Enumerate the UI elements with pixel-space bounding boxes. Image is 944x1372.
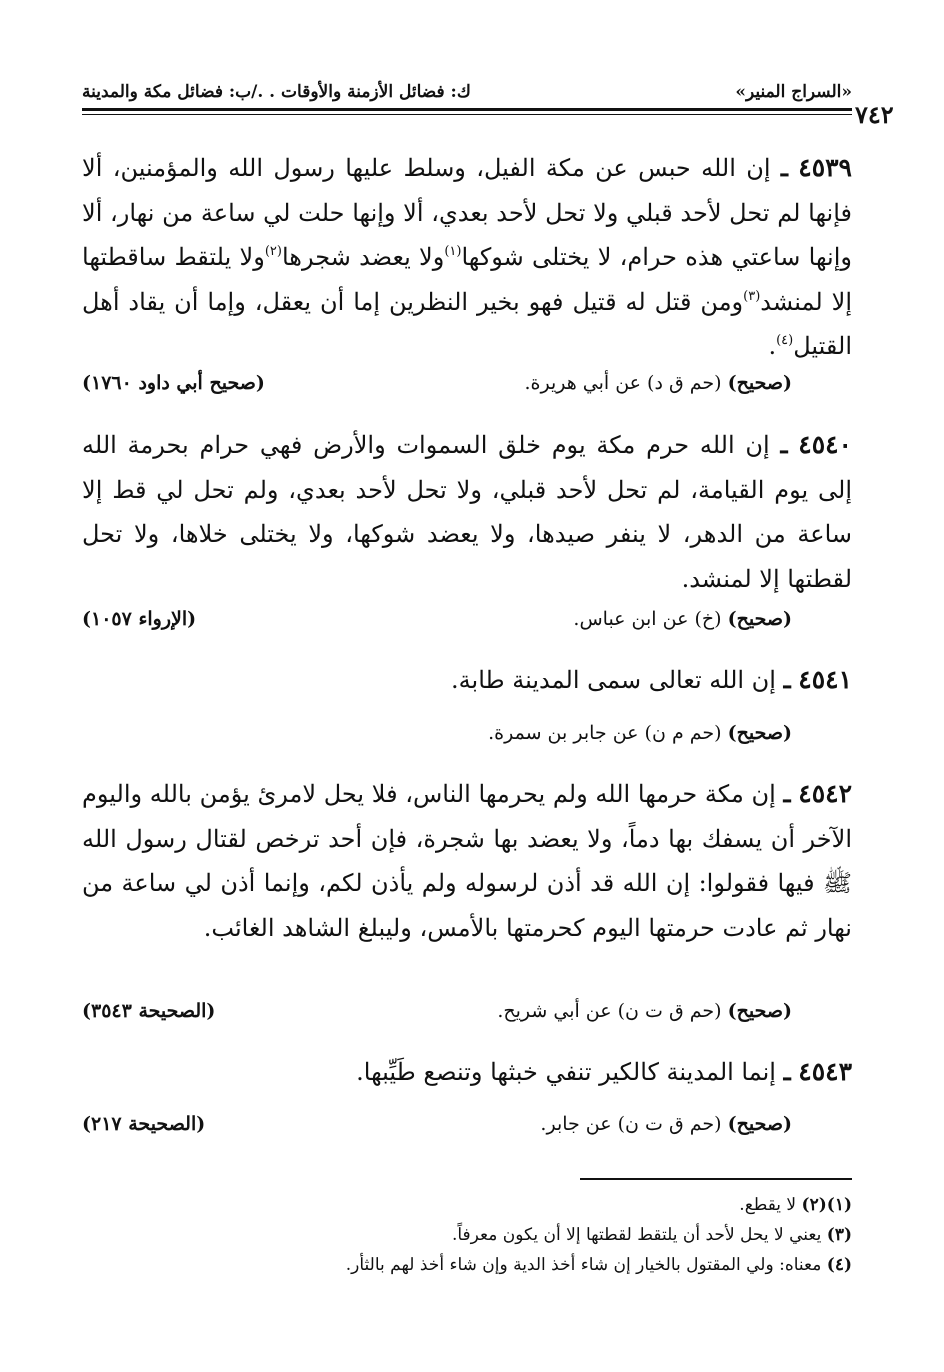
hadith-entry [82, 1050, 852, 1095]
hadith-entry [82, 146, 852, 369]
footnote-mark: (٢) [264, 244, 282, 259]
footnote-text: يعني لا يحل لأحد أن يلتقط لقطتها إلا أن يكون معرفاً. [451, 1225, 822, 1245]
hadith-grade: (صحيح) [727, 1113, 792, 1135]
hadith-text: إنما المدينة كالكير تنفي خبثها وتنصع طَيِّبها. [356, 1058, 776, 1086]
hadith-entry [82, 658, 852, 703]
hadith-text: إن الله تعالى سمى المدينة طابة. [451, 666, 776, 694]
hadith-source-line [82, 372, 792, 402]
header-rule-thick [82, 108, 852, 111]
hadith-dash: ـ [780, 430, 788, 459]
running-header [82, 80, 852, 116]
hadith-text: ولا يلتقط ساقطتها إلا لمنشد [82, 243, 852, 316]
hadith-source-line [82, 722, 792, 752]
hadith-number: ٤٥٤١ [798, 665, 852, 694]
hadith-number: ٤٥٤٠ [798, 430, 852, 459]
hadith-text: إن الله حبس عن مكة الفيل، وسلط عليها رسول الله والمؤمنين، ألا فإنها لم تحل لأحد قبلي ولا تحل لأحد بعدي، ألا وإنها حلت لي ساعة من نهار، ألا وإنها ساعتي هذه حرام، لا يختلى شوكها [82, 154, 852, 271]
footnote-number: (٣) [826, 1225, 852, 1245]
hadith-number: ٤٥٤٢ [798, 779, 852, 808]
hadith-source: (خ) عن ابن عباس. [573, 608, 722, 630]
hadith-dash: ـ [780, 153, 788, 182]
hadith-text: ولا يعضد شجرها [281, 243, 445, 271]
footnote-item [82, 1250, 852, 1280]
footnote-item [82, 1190, 852, 1220]
hadith-source-line [82, 608, 792, 638]
hadith-reference: (الصحيحة ٣٥٤٣) [82, 1000, 216, 1022]
hadith-dash: ـ [783, 665, 791, 694]
section-title: ك: فضائل الأزمنة والأوقات . ./ب: فضائل مكة والمدينة [82, 82, 471, 102]
page-number: ٧٤٢ [855, 100, 894, 129]
hadith-grade: (صحيح) [727, 1000, 792, 1022]
footnote-mark: (١) [444, 244, 462, 259]
hadith-source: (حم ق ت ن) عن جابر. [540, 1113, 722, 1135]
hadith-source-line [82, 1113, 792, 1143]
book-title: «السراج المنير» [735, 82, 852, 102]
footnote-separator [580, 1178, 852, 1180]
hadith-grade: (صحيح) [727, 372, 792, 394]
footnote-text: معناه: ولي المقتول بالخيار إن شاء أخذ الدية وإن شاء أخذ لهم بالثأر. [345, 1255, 822, 1275]
footnote-mark: (٣) [743, 288, 761, 304]
footnote-text: لا يقطع. [739, 1195, 797, 1215]
footnote-mark: (٤) [776, 333, 794, 348]
hadith-source: (حم م ن) عن جابر بن سمرة. [488, 722, 722, 744]
hadith-grade: (صحيح) [727, 608, 792, 630]
hadith-source: (حم ق ت ن) عن أبي شريح. [497, 1000, 722, 1022]
hadith-reference: (الإرواء ١٠٥٧) [82, 608, 197, 630]
footnotes [82, 1190, 852, 1280]
hadith-dash: ـ [783, 1057, 791, 1086]
hadith-text: إن الله حرم مكة يوم خلق السموات والأرض فهي حرام بحرمة الله إلى يوم القيامة، لم تحل لأحد قبلي، ولا تحل لأحد بعدي، ولم تحل لي قط إلا ساعة من الدهر، لا ينفر صيدها، ولا يعضد شوكها، ولا يختلى خلاها، ولا تحل لقطتها إلا لمنشد. [82, 431, 852, 593]
hadith-reference: (الصحيحة ٢١٧) [82, 1113, 206, 1135]
hadith-text: . [768, 332, 777, 360]
hadith-text: ومن قتل له قتيل فهو بخير النظرين إما أن يعقل، وإما أن يقاد أهل القتيل [82, 287, 852, 360]
hadith-entry [82, 772, 852, 950]
hadith-reference: (صحيح أبي داود ١٧٦٠) [82, 372, 265, 394]
hadith-source: (حم ق د) عن أبي هريرة. [524, 372, 722, 394]
hadith-source-line [82, 1000, 792, 1030]
header-rule-thin [82, 114, 852, 115]
hadith-entry [82, 423, 852, 601]
footnote-number: (٤) [826, 1255, 852, 1275]
hadith-number: ٤٥٤٣ [798, 1057, 852, 1086]
hadith-number: ٤٥٣٩ [798, 153, 852, 182]
footnote-item [82, 1220, 852, 1250]
hadith-dash: ـ [783, 779, 791, 808]
hadith-grade: (صحيح) [727, 722, 792, 744]
hadith-text: إن مكة حرمها الله ولم يحرمها الناس، فلا يحل لامرئ يؤمن بالله واليوم الآخر أن يسفك بها دماً، ولا يعضد بها شجرة، فإن أحد ترخص لقتال رسول الله ﷺ فيها فقولوا: إن الله قد أذن لرسوله ولم يأذن لكم، وإنما أذن لي ساعة من نهار ثم عادت حرمتها اليوم كحرمتها بالأمس، وليبلغ الشاهد الغائب. [82, 780, 852, 942]
footnote-number: (١)(٢) [801, 1195, 852, 1215]
